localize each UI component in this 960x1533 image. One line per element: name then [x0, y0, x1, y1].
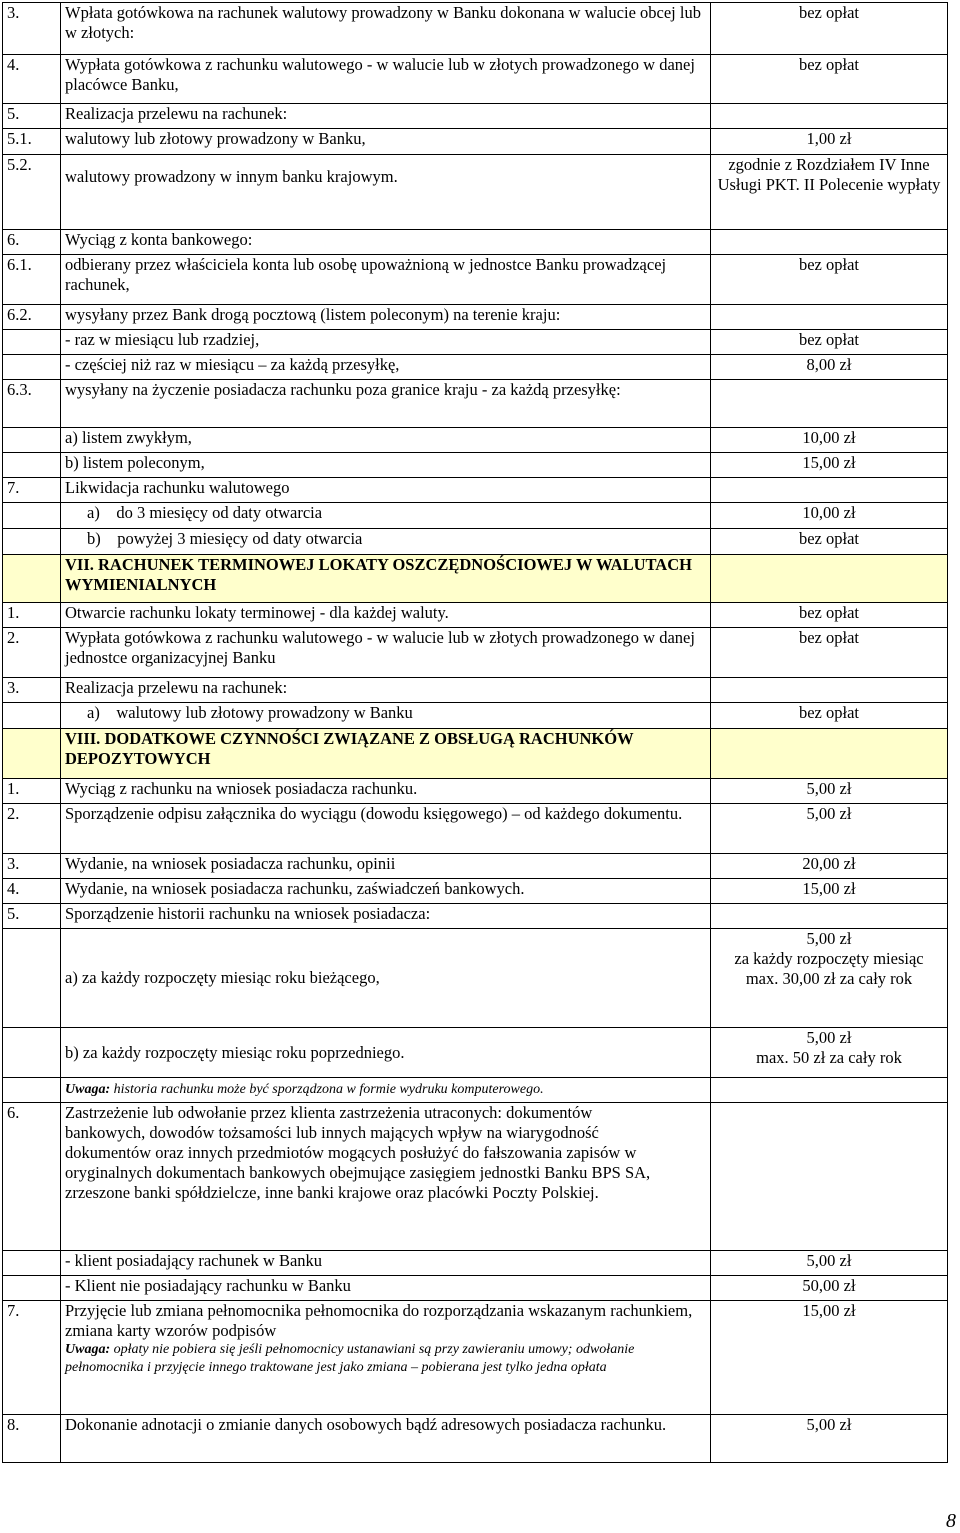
row-description: Dokonanie adnotacji o zmianie danych osobowych bądź adresowych posiadacza rachunku. — [61, 1415, 711, 1463]
row-number: 3. — [3, 854, 61, 879]
row-description: Wypłata gotówkowa z rachunku walutowego - w walucie lub w złotych prowadzonego w danej jednostce organizacyjnej Banku — [61, 628, 711, 678]
row-number: 5.1. — [3, 129, 61, 155]
row-number: 6. — [3, 1103, 61, 1251]
row-number: 4. — [3, 879, 61, 904]
row-fee: 1,00 zł — [711, 129, 948, 155]
row-description: - raz w miesiącu lub rzadziej, — [61, 330, 711, 355]
row-description: - klient posiadający rachunek w Banku — [61, 1251, 711, 1276]
row-description: a) za każdy rozpoczęty miesiąc roku bieżącego, — [61, 929, 711, 1028]
table-row — [3, 3, 948, 55]
row-fee: bez opłat — [711, 3, 948, 55]
row-fee: 20,00 zł — [711, 854, 948, 879]
row-description: Wyciąg z rachunku na wniosek posiadacza rachunku. — [61, 779, 711, 804]
table-row — [3, 1078, 948, 1103]
row-number: 6.3. — [3, 380, 61, 428]
row-description: Wpłata gotówkowa na rachunek walutowy prowadzony w Banku dokonana w walucie obcej lub w złotych: — [61, 3, 711, 55]
table-row — [3, 804, 948, 854]
section-title: VII. RACHUNEK TERMINOWEJ LOKATY OSZCZĘDNOŚCIOWEJ W WALUTACH WYMIENIALNYCH — [61, 555, 711, 603]
table-row — [3, 230, 948, 255]
row-description: wysyłany przez Bank drogą pocztową (listem poleconym) na terenie kraju: — [61, 305, 711, 330]
row-description: a) listem zwykłym, — [61, 428, 711, 453]
row-fee: 8,00 zł — [711, 355, 948, 380]
section-header — [3, 555, 948, 603]
row-description: Sporządzenie odpisu załącznika do wyciągu (dowodu księgowego) – od każdego dokumentu. — [61, 804, 711, 854]
row-description: Realizacja przelewu na rachunek: — [61, 678, 711, 703]
row-number: 4. — [3, 55, 61, 104]
row-description: b) powyżej 3 miesięcy od daty otwarcia — [61, 529, 711, 555]
table-row — [3, 1301, 948, 1415]
row-description: Przyjęcie lub zmiana pełnomocnika pełnomocnika do rozporządzania wskazanym rachunkiem, zmiana karty wzorów podpisów Uwaga: opłaty nie pobiera się jeśli pełnomocnicy ustanawiani są przy zawieraniu umowy; odwołanie pełnomocnika i przyjęcie innego traktowane jest jako zmiana – pobierana jest tylko jedna opłata — [61, 1301, 711, 1415]
section-header — [3, 729, 948, 779]
table-row — [3, 879, 948, 904]
row-description: wysyłany na życzenie posiadacza rachunku poza granice kraju - za każdą przesyłkę: — [61, 380, 711, 428]
table-row — [3, 453, 948, 478]
table-row — [3, 703, 948, 729]
table-row — [3, 503, 948, 529]
row-fee: bez opłat — [711, 529, 948, 555]
row-description: Wypłata gotówkowa z rachunku walutowego - w walucie lub w złotych prowadzonego w danej placówce Banku, — [61, 55, 711, 104]
row-fee: 5,00 zł — [711, 779, 948, 804]
row-fee: 5,00 zł — [711, 1415, 948, 1463]
row-fee: 5,00 zł max. 50 zł za cały rok — [711, 1028, 948, 1078]
row-description: Wyciąg z konta bankowego: — [61, 230, 711, 255]
table-row — [3, 1251, 948, 1276]
row-number: 6.2. — [3, 305, 61, 330]
table-row — [3, 355, 948, 380]
row-fee: 15,00 zł — [711, 453, 948, 478]
note: Uwaga: historia rachunku może być sporządzona w formie wydruku komputerowego. — [61, 1078, 711, 1103]
table-row — [3, 904, 948, 929]
table-row — [3, 305, 948, 330]
row-description: a) walutowy lub złotowy prowadzony w Banku — [61, 703, 711, 729]
row-description: Likwidacja rachunku walutowego — [61, 478, 711, 503]
row-number: 2. — [3, 628, 61, 678]
row-fee: bez opłat — [711, 330, 948, 355]
row-number: 6.1. — [3, 255, 61, 305]
row-description: Wydanie, na wniosek posiadacza rachunku, opinii — [61, 854, 711, 879]
table-row — [3, 628, 948, 678]
table-row — [3, 1103, 948, 1251]
row-description: b) listem poleconym, — [61, 453, 711, 478]
row-fee: 5,00 zł — [711, 804, 948, 854]
row-fee: 15,00 zł — [711, 879, 948, 904]
row-number: 5. — [3, 104, 61, 129]
table-row — [3, 1276, 948, 1301]
row-number: 5. — [3, 904, 61, 929]
row-description: - częściej niż raz w miesiącu – za każdą przesyłkę, — [61, 355, 711, 380]
table-row — [3, 529, 948, 555]
table-row — [3, 380, 948, 428]
row-description: b) za każdy rozpoczęty miesiąc roku poprzedniego. — [61, 1028, 711, 1078]
table-row — [3, 1415, 948, 1463]
fees-table — [2, 2, 948, 1463]
table-row — [3, 854, 948, 879]
row-fee: bez opłat — [711, 55, 948, 104]
row-description: Sporządzenie historii rachunku na wniosek posiadacza: — [61, 904, 711, 929]
table-row — [3, 330, 948, 355]
table-row — [3, 603, 948, 628]
row-number: 6. — [3, 230, 61, 255]
table-row — [3, 1028, 948, 1078]
row-fee: bez opłat — [711, 255, 948, 305]
row-description: - Klient nie posiadający rachunku w Banku — [61, 1276, 711, 1301]
section-title: VIII. DODATKOWE CZYNNOŚCI ZWIĄZANE Z OBSŁUGĄ RACHUNKÓW DEPOZYTOWYCH — [61, 729, 711, 779]
row-fee: 10,00 zł — [711, 503, 948, 529]
table-row — [3, 428, 948, 453]
row-number: 3. — [3, 678, 61, 703]
row-description: Zastrzeżenie lub odwołanie przez klienta zastrzeżenia utraconych: dokumentów bankowych, dowodów tożsamości lub innych mających wpływ na wiarygodność dokumentów oraz innych przedmiotów mogących posłużyć do fałszowania zapisów w oryginalnych dokumentach bankowych obejmujące zasięgiem jednostki Banku BPS SA, zrzeszone banki spółdzielcze, inne banki krajowe oraz placówki Poczty Polskiej. — [61, 1103, 711, 1251]
row-fee: 10,00 zł — [711, 428, 948, 453]
row-number: 3. — [3, 3, 61, 55]
row-number: 7. — [3, 1301, 61, 1415]
row-fee: 15,00 zł — [711, 1301, 948, 1415]
row-number: 8. — [3, 1415, 61, 1463]
row-number: 1. — [3, 779, 61, 804]
row-number: 5.2. — [3, 155, 61, 230]
table-row — [3, 55, 948, 104]
table-row — [3, 929, 948, 1028]
table-row — [3, 779, 948, 804]
note: Uwaga: opłaty nie pobiera się jeśli pełnomocnicy ustanawiani są przy zawieraniu umowy; odwołanie pełnomocnika i przyjęcie innego traktowane jest jako zmiana – pobierana jest tylko jedna opłata — [65, 1342, 635, 1375]
table-row — [3, 255, 948, 305]
row-fee: zgodnie z Rozdziałem IV Inne Usługi PKT. II Polecenie wypłaty — [711, 155, 948, 230]
row-fee: bez opłat — [711, 703, 948, 729]
row-fee: bez opłat — [711, 628, 948, 678]
row-number: 2. — [3, 804, 61, 854]
row-fee: bez opłat — [711, 603, 948, 628]
table-row — [3, 155, 948, 230]
row-fee: 5,00 zł — [711, 1251, 948, 1276]
table-row — [3, 104, 948, 129]
row-fee: 50,00 zł — [711, 1276, 948, 1301]
table-row — [3, 478, 948, 503]
row-number: 1. — [3, 603, 61, 628]
row-description: walutowy lub złotowy prowadzony w Banku, — [61, 129, 711, 155]
page-number: 8 — [946, 1510, 956, 1532]
row-description: Wydanie, na wniosek posiadacza rachunku, zaświadczeń bankowych. — [61, 879, 711, 904]
row-description: odbierany przez właściciela konta lub osobę upoważnioną w jednostce Banku prowadzącej rachunek, — [61, 255, 711, 305]
row-description: Otwarcie rachunku lokaty terminowej - dla każdej waluty. — [61, 603, 711, 628]
row-fee: 5,00 zł za każdy rozpoczęty miesiąc max. 30,00 zł za cały rok — [711, 929, 948, 1028]
row-number: 7. — [3, 478, 61, 503]
table-row — [3, 678, 948, 703]
row-description: Realizacja przelewu na rachunek: — [61, 104, 711, 129]
row-description: a) do 3 miesięcy od daty otwarcia — [61, 503, 711, 529]
row-description: walutowy prowadzony w innym banku krajowym. — [61, 155, 711, 230]
table-row — [3, 129, 948, 155]
